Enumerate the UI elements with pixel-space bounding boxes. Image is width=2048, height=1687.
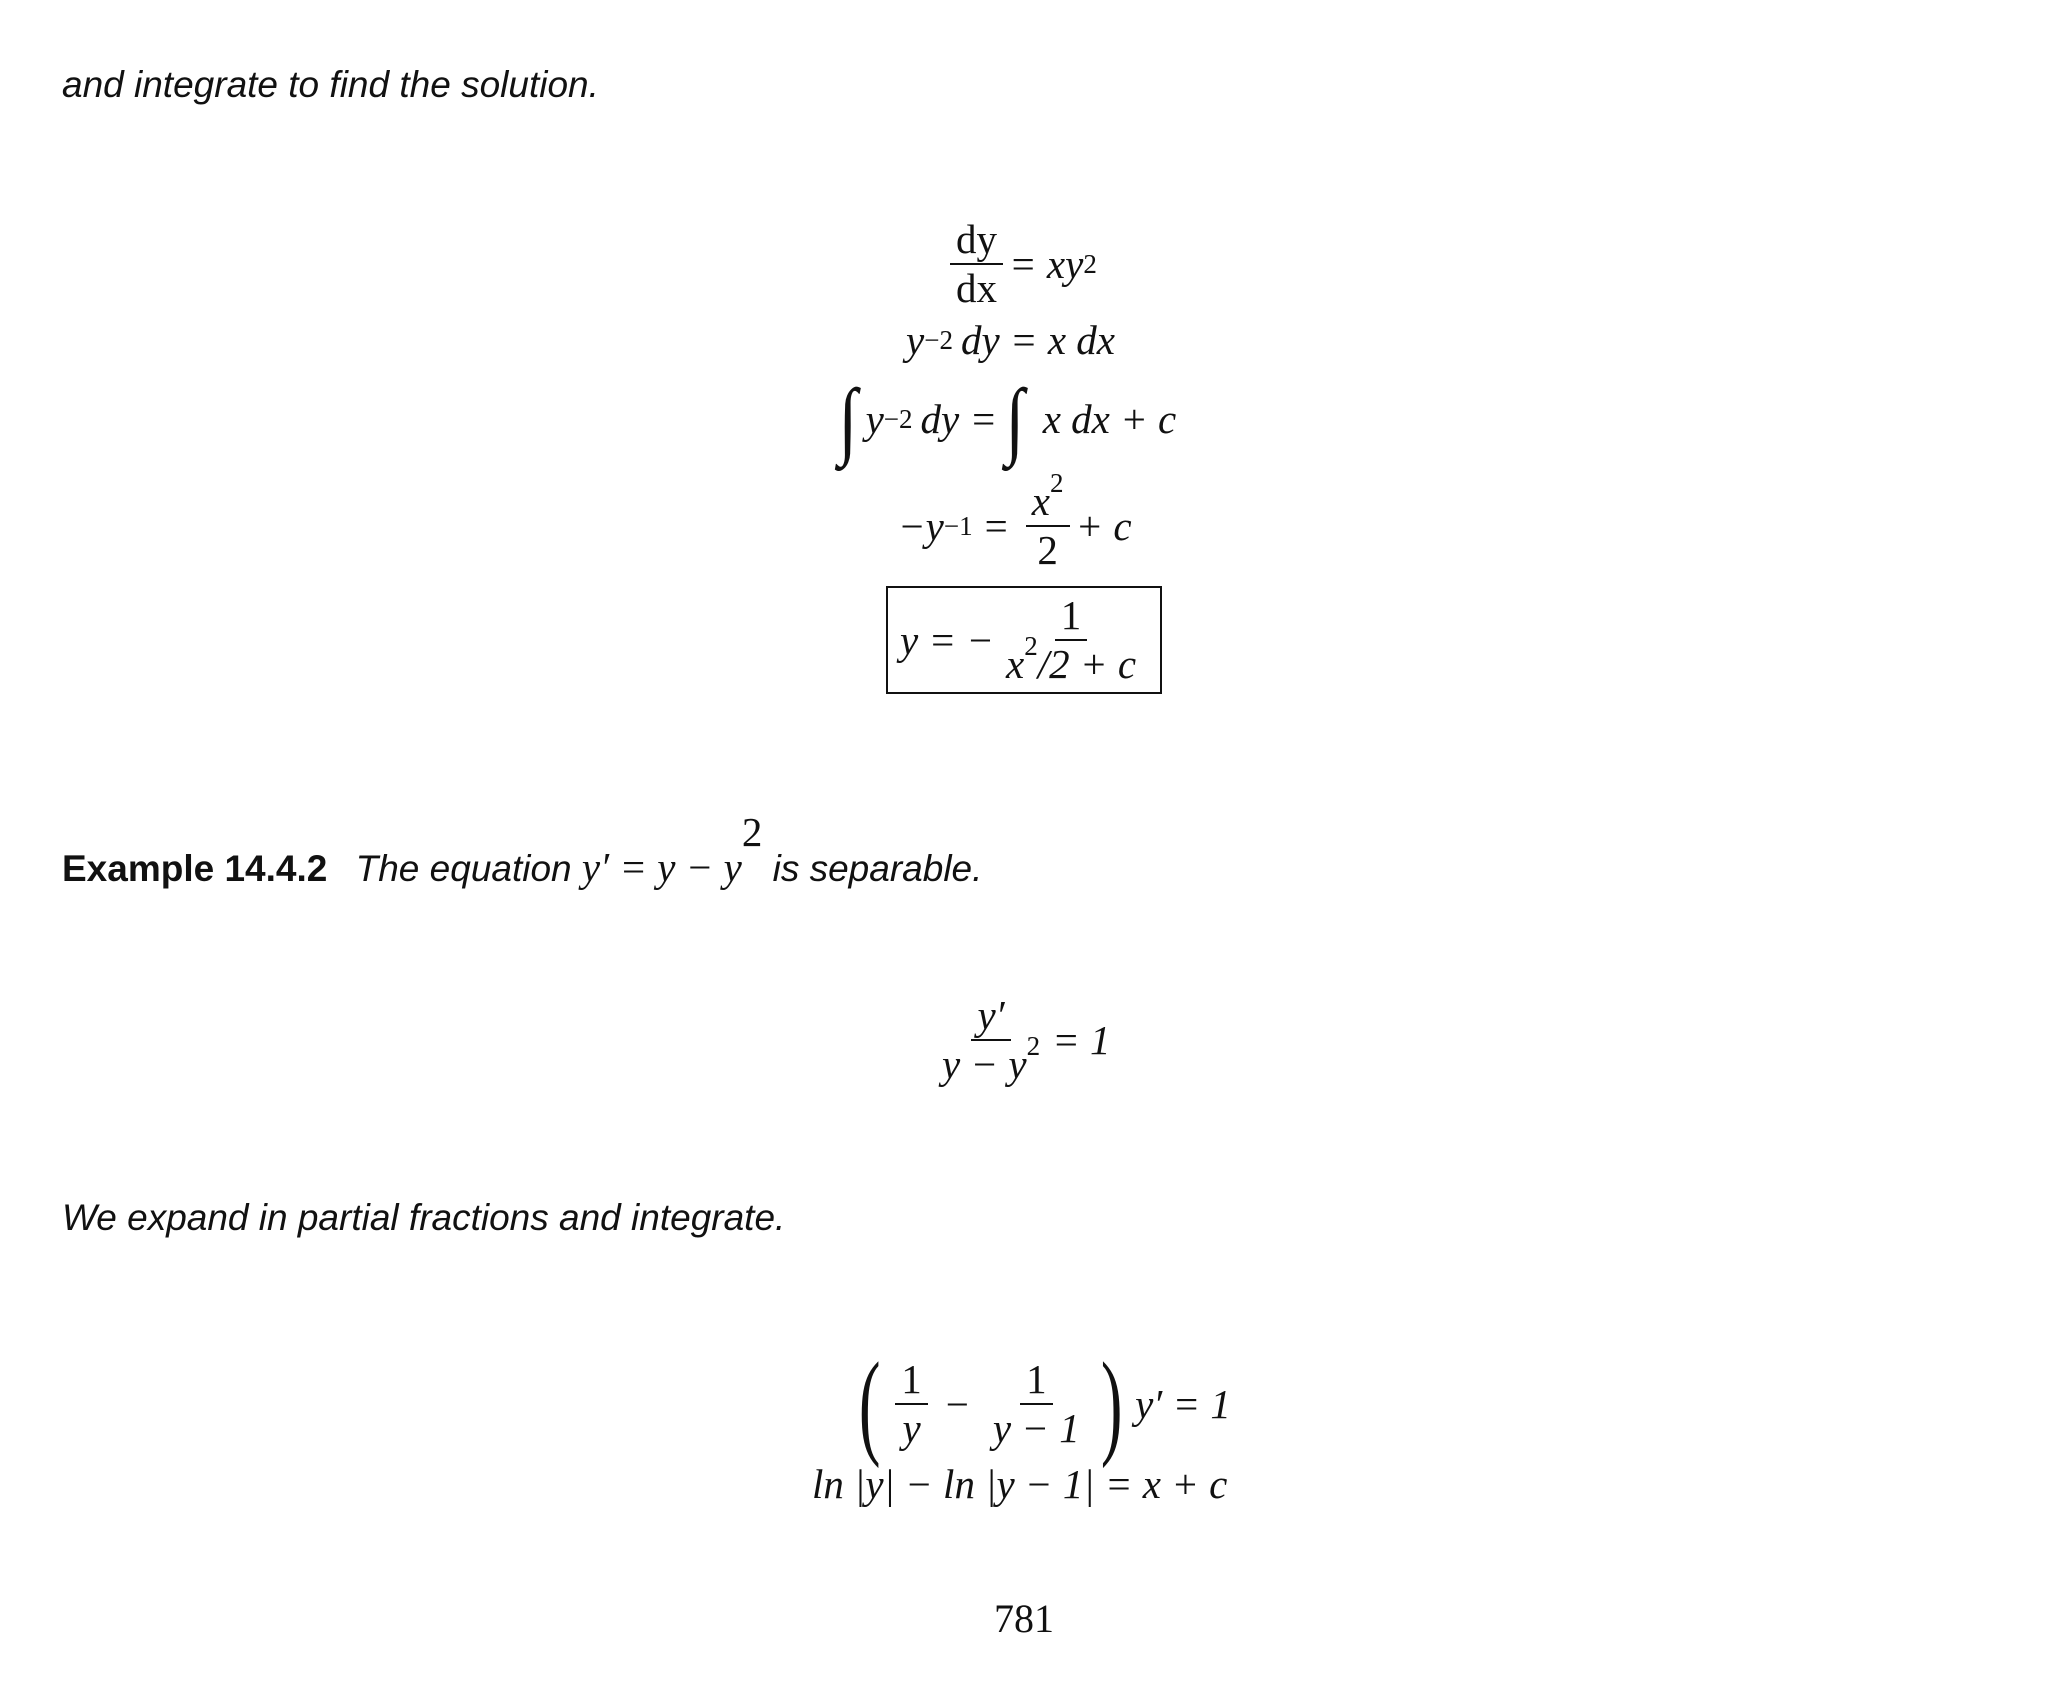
boxed-solution — [886, 586, 1162, 694]
exponent: 2 — [1024, 631, 1038, 662]
denominator: y — [902, 1405, 921, 1451]
lhs: y = − — [900, 617, 995, 664]
lhs-base: y — [906, 317, 925, 363]
rhs: = 1 — [1052, 1017, 1111, 1064]
numerator: x — [1031, 478, 1050, 524]
fraction-x2-over-2 — [1026, 468, 1070, 574]
tail: + c — [1075, 503, 1132, 550]
fraction-1-over-y — [895, 1356, 928, 1452]
lhs: −y — [898, 503, 944, 550]
page-number: 781 — [994, 1596, 1054, 1641]
rhs: y′ = 1 — [1135, 1381, 1231, 1427]
example-equation-exponent: 2 — [741, 809, 763, 855]
equals: = — [984, 503, 1008, 550]
lhs-rest: dy = — [920, 396, 998, 442]
denominator-base: x — [1006, 641, 1025, 688]
integral-sign: ∫ — [1005, 371, 1025, 467]
example-text-after: is separable. — [772, 847, 983, 889]
denominator: y − 1 — [992, 1405, 1080, 1451]
right-paren: ) — [1100, 1338, 1123, 1469]
rhs-rest: x dx + c — [1042, 396, 1177, 442]
intro-text: and integrate to find the solution. — [62, 64, 599, 105]
numerator: 1 — [1020, 1356, 1053, 1405]
denominator: y − y — [942, 1041, 1027, 1088]
left-paren: ( — [858, 1338, 881, 1469]
fraction-yprime — [936, 992, 1046, 1088]
rest: dy = x dx — [960, 317, 1115, 363]
equation-antiderivative: −y −1 = $\frac{x^2}{2}$ + c — [898, 468, 1132, 574]
numerator: 1 — [1055, 592, 1088, 641]
equation-log-solution — [812, 1460, 1227, 1508]
partial-fractions-text: We expand in partial fractions and integrate. — [62, 1197, 786, 1238]
numerator: y′ — [971, 992, 1010, 1041]
lhs-base: y — [865, 396, 884, 442]
numerator: dy — [950, 216, 1003, 265]
example-text-before: The equation — [355, 847, 572, 889]
denominator-rest: /2 + c — [1037, 641, 1137, 688]
example-heading — [62, 809, 983, 891]
minus: − — [945, 1381, 969, 1427]
rhs: = xy — [1009, 241, 1084, 288]
exponent: 2 — [1049, 468, 1064, 498]
denominator: 2 — [1037, 527, 1058, 574]
example-equation: y′ = y − y — [581, 843, 742, 890]
fraction-dy-dx — [950, 216, 1003, 312]
equation-integrals: ∫ y −2 dy = ∫ x dx + c — [838, 371, 1177, 467]
example-label: Example 14.4.2 — [62, 847, 328, 889]
log-expression: ln |y| − ln |y − 1| = x + c — [812, 1461, 1228, 1507]
denominator: dx — [956, 265, 997, 312]
equation-separated: y −2 dy = x dx — [906, 317, 1115, 363]
equation-partial-fractions — [850, 1338, 1231, 1469]
exponent: 2 — [1026, 1031, 1041, 1062]
numerator: 1 — [895, 1356, 928, 1405]
integral-sign: ∫ — [838, 371, 858, 467]
equation-separable-form — [930, 992, 1111, 1088]
fraction-1-over-y-minus-1 — [987, 1356, 1086, 1452]
equation-dy-dx: $\frac{dy}{dx}$ = xy 2 — [944, 216, 1097, 312]
fraction-solution — [1000, 592, 1142, 688]
